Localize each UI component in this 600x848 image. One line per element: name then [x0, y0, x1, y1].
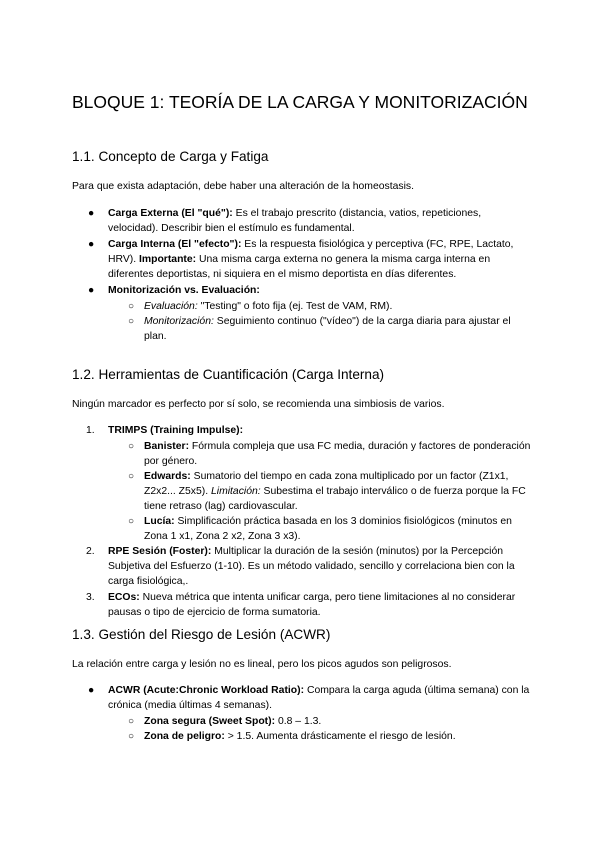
section-1-3-intro: La relación entre carga y lesión no es lineal, pero los picos agudos son peligrosos.: [72, 659, 452, 670]
section-1-3-heading: 1.3. Gestión del Riesgo de Lesión (ACWR): [72, 627, 331, 642]
list-item: 2. RPE Sesión (Foster): Multiplicar la duración de la sesión (minutos) por la Percepción Subjetiva del Esfuerzo (1-10). Es un método validado, sencillo y correlaciona bien con la carga fisiológica,.: [86, 546, 515, 587]
bullet-icon: ●: [88, 239, 95, 250]
sub-list-item: ○ Lucía: Simplificación práctica basada en los 3 dominios fisiológicos (minutos en Zona 1 x1, Zona 2 x2, Zona 3 x3).: [128, 516, 512, 542]
section-1-3-list: [72, 683, 532, 744]
list-item: ● Monitorización vs. Evaluación:: [88, 285, 260, 296]
page-title: BLOQUE 1: TEORÍA DE LA CARGA Y MONITORIZACIÓN: [72, 92, 528, 112]
list-item: ● Carga Interna (El "efecto"): Es la respuesta fisiológica y perceptiva (FC, RPE, Lactato, HRV). Importante: Una misma carga externa no genera la misma carga interna en diferentes deportistas, ni siquiera en el mismo deportista en días diferentes.: [88, 239, 514, 280]
circle-bullet-icon: ○: [128, 471, 135, 482]
circle-bullet-icon: ○: [128, 731, 135, 742]
sub-list-item: ○ Edwards: Sumatorio del tiempo en cada zona multiplicado por un factor (Z1x1, Z2x2... Z5x5). Limitación: Subestima el trabajo interválico o de fuerza porque la FC tiene retraso (lag) cardiovascular.: [128, 471, 526, 512]
sub-list-item: ○ Evaluación: "Testing" o foto fija (ej. Test de VAM, RM).: [128, 301, 393, 312]
sub-list-item: ○ Banister: Fórmula compleja que usa FC media, duración y factores de ponderación por género.: [128, 441, 531, 467]
circle-bullet-icon: ○: [128, 301, 135, 312]
section-1-2-heading: 1.2. Herramientas de Cuantificación (Carga Interna): [72, 367, 385, 382]
list-item: ● ACWR (Acute:Chronic Workload Ratio): Compara la carga aguda (última semana) con la crónica (media últimas 4 semanas).: [88, 685, 530, 711]
circle-bullet-icon: ○: [128, 441, 135, 452]
circle-bullet-icon: ○: [128, 316, 135, 327]
section-1-2-list: [72, 423, 532, 621]
sub-list-item: ○ Zona de peligro: > 1.5. Aumenta drásticamente el riesgo de lesión.: [128, 731, 456, 742]
circle-bullet-icon: ○: [128, 716, 135, 727]
circle-bullet-icon: ○: [128, 516, 135, 527]
bullet-icon: ●: [88, 208, 95, 219]
bullet-icon: ●: [88, 285, 95, 296]
bullet-icon: ●: [88, 685, 95, 696]
section-1-2-intro: Ningún marcador es perfecto por sí solo, se recomienda una simbiosis de varios.: [72, 399, 445, 410]
sub-list-item: ○ Zona segura (Sweet Spot): 0.8 – 1.3.: [128, 716, 322, 727]
sub-list-item: ○ Monitorización: Seguimiento continuo ("vídeo") de la carga diaria para ajustar el plan.: [128, 316, 511, 342]
list-item: ● Carga Externa (El "qué"): Es el trabajo prescrito (distancia, vatios, repeticiones, velocidad). Describir bien el estímulo es fundamental.: [88, 208, 482, 234]
list-item: 3. ECOs: Nueva métrica que intenta unificar carga, pero tiene limitaciones al no considerar pausas o tipo de ejercicio de forma sumatoria.: [86, 592, 516, 618]
list-item: 1. TRIMPS (Training Impulse):: [86, 425, 244, 436]
section-1-1-heading: 1.1. Concepto de Carga y Fatiga: [72, 149, 269, 164]
section-1-1-list: [72, 206, 532, 344]
section-1-1-intro: Para que exista adaptación, debe haber una alteración de la homeostasis.: [72, 181, 414, 192]
